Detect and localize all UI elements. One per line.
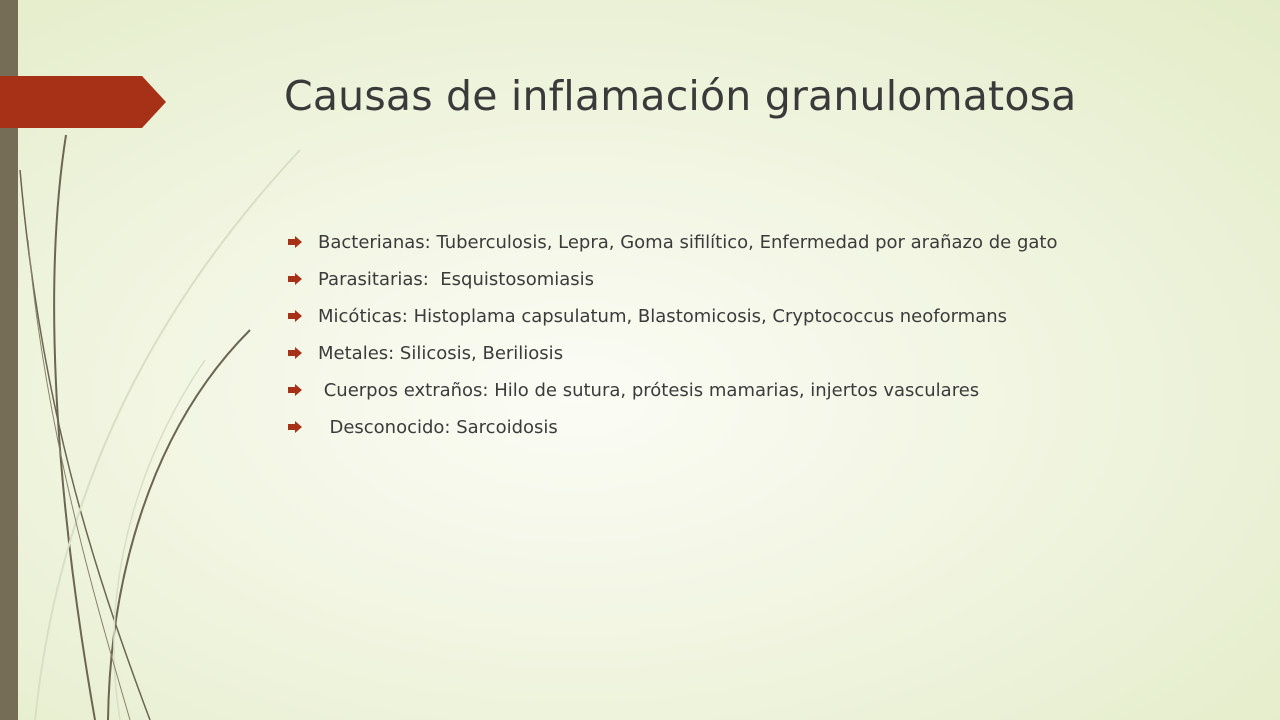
arrow-bullet-icon [288, 310, 302, 322]
arrow-bullet-icon [288, 384, 302, 396]
bullet-item [288, 268, 1188, 291]
bullet-item [288, 379, 1188, 402]
slide-title: Causas de inflamación granulomatosa [284, 72, 1077, 120]
bullet-text: Bacterianas: Tuberculosis, Lepra, Goma sifilítico, Enfermedad por arañazo de gato [318, 232, 1058, 253]
bullet-text: Metales: Silicosis, Beriliosis [318, 343, 564, 364]
arrow-bullet-icon [288, 236, 302, 248]
bullet-item [288, 231, 1188, 254]
title-accent-flag [0, 76, 166, 128]
bullet-item [288, 342, 1188, 365]
arrow-bullet-icon [288, 421, 302, 433]
bullet-text: Micóticas: Histoplama capsulatum, Blastomicosis, Cryptococcus neoformans [318, 306, 1008, 327]
bullet-text: Cuerpos extraños: Hilo de sutura, prótesis mamarias, injertos vasculares [318, 380, 980, 401]
bullet-text: Parasitarias: Esquistosomiasis [318, 269, 595, 290]
arrow-bullet-icon [288, 347, 302, 359]
bullet-text: Desconocido: Sarcoidosis [318, 417, 558, 438]
bullet-list [288, 231, 1188, 453]
bullet-item [288, 416, 1188, 439]
bullet-item [288, 305, 1188, 328]
arrow-bullet-icon [288, 273, 302, 285]
